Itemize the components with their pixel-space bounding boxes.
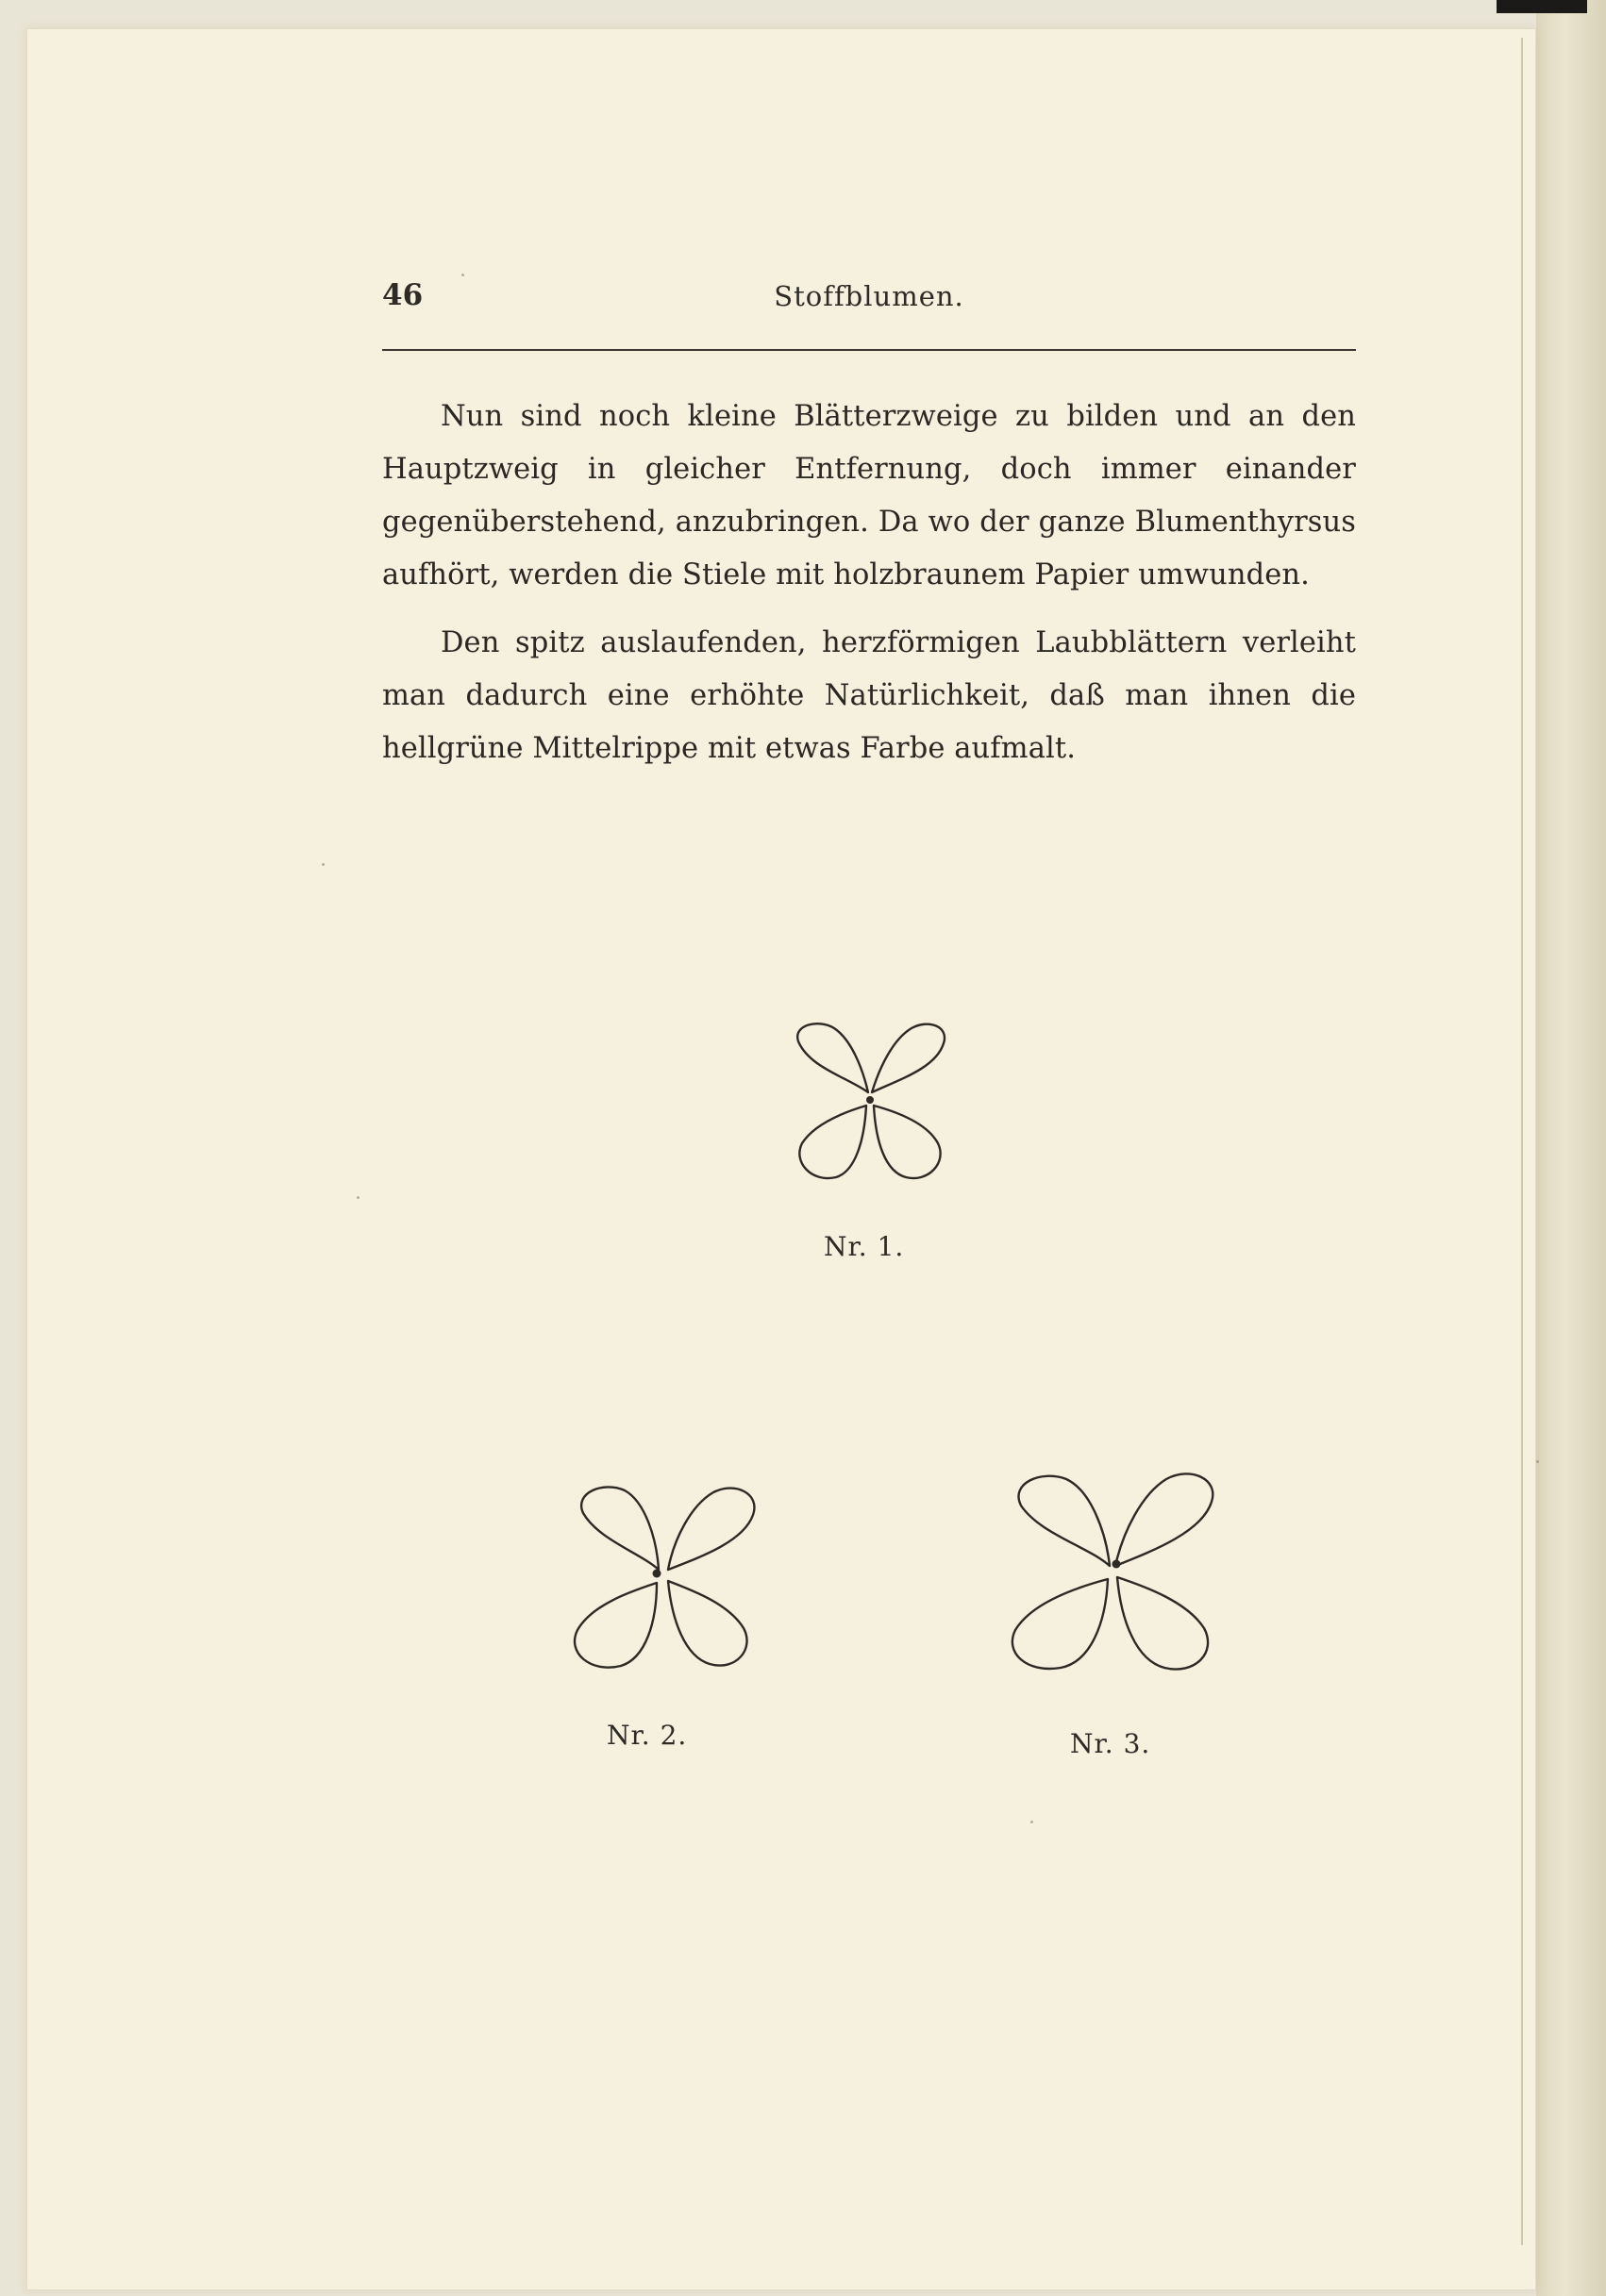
four-petal-pattern-icon <box>560 1472 768 1679</box>
paper-speck <box>1536 1460 1539 1463</box>
figure-3 <box>998 1458 1225 1685</box>
page-fold-line <box>1521 38 1523 2245</box>
running-title: Stoffblumen. <box>774 280 964 312</box>
paragraph: Nun sind noch kleine Blätterzweige zu bilden und an den Hauptzweig in gleicher Entfernung, doch immer einander gegenüberstehend, anzubringen. Da wo der ganze Blumenthyrsus aufhört, werden die Stiele mit holzbraunem Papier umwunden. <box>382 400 1356 591</box>
figure-1 <box>781 1011 961 1190</box>
figure-caption-1: Nr. 1. <box>824 1231 905 1262</box>
paper-speck <box>357 1196 360 1199</box>
paper-speck <box>461 274 464 276</box>
paper-speck <box>1030 1821 1033 1823</box>
paper-speck <box>322 863 325 866</box>
four-petal-pattern-icon <box>781 1011 961 1190</box>
four-petal-pattern-icon <box>998 1458 1225 1685</box>
figure-2 <box>560 1472 768 1679</box>
running-head <box>382 278 1356 322</box>
body-text <box>382 391 1356 790</box>
page-number: 46 <box>382 278 424 312</box>
figure-caption-3: Nr. 3. <box>1070 1728 1151 1759</box>
adjacent-page-edge <box>1536 0 1606 2296</box>
header-rule <box>382 349 1356 351</box>
paragraph: Den spitz auslaufenden, herzförmigen Laubblättern verleiht man dadurch eine erhöhte Natürlichkeit, daß man ihnen die hellgrüne Mittelrippe mit etwas Farbe aufmalt. <box>382 626 1356 765</box>
figure-caption-2: Nr. 2. <box>607 1720 688 1751</box>
binding-mark <box>1497 0 1587 13</box>
